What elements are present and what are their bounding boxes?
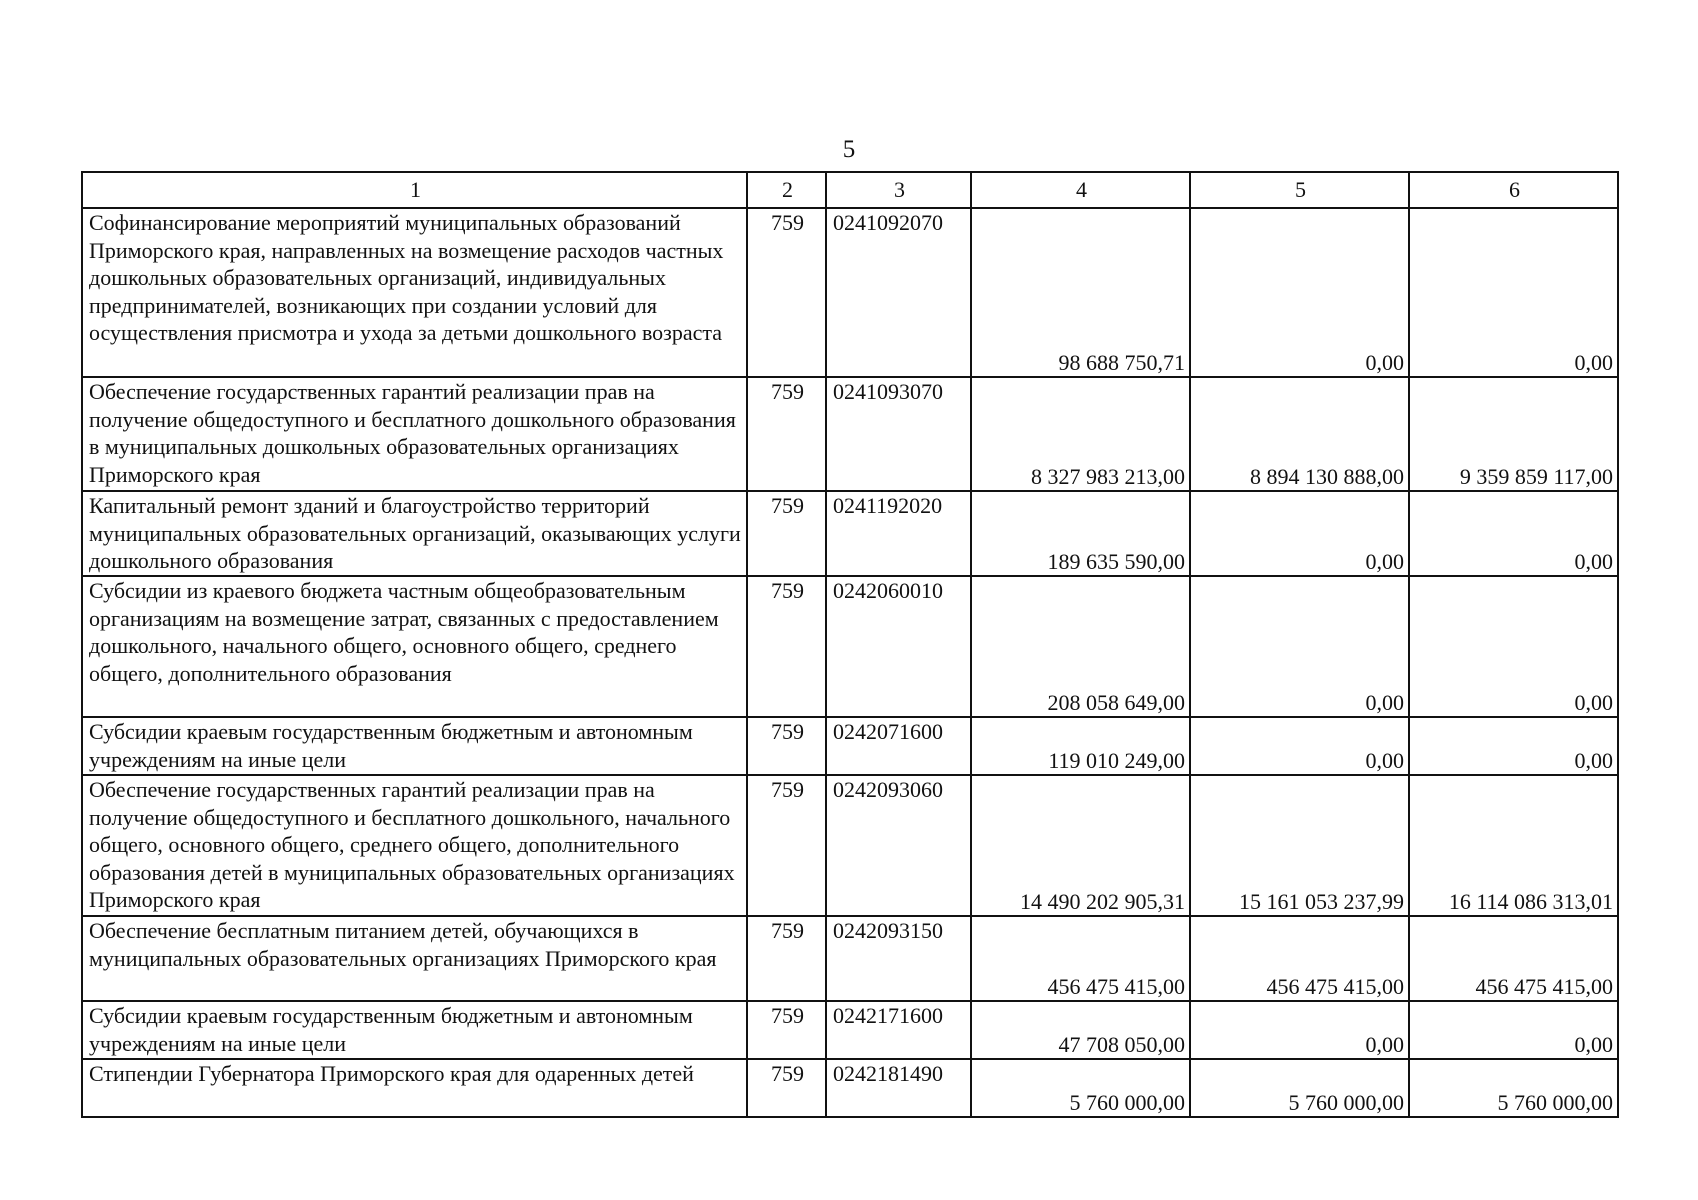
row-kbk: 0241092070 — [826, 208, 971, 377]
column-number: 6 — [1409, 172, 1618, 208]
row-kbk: 0242181490 — [826, 1059, 971, 1117]
row-description: Капитальный ремонт зданий и благоустройство территорий муниципальных образовательных организаций, оказывающих услуги дошкольного образования — [82, 491, 747, 576]
row-amount-col6: 0,00 — [1409, 576, 1618, 717]
table-row — [82, 775, 1618, 916]
row-code: 759 — [747, 916, 826, 1001]
table-row — [82, 377, 1618, 491]
row-amount-col4: 456 475 415,00 — [971, 916, 1190, 1001]
row-kbk: 0242171600 — [826, 1001, 971, 1059]
column-number: 4 — [971, 172, 1190, 208]
table-row — [82, 1001, 1618, 1059]
row-amount-col6: 0,00 — [1409, 491, 1618, 576]
row-amount-col4: 47 708 050,00 — [971, 1001, 1190, 1059]
table-row — [82, 717, 1618, 775]
row-description: Обеспечение государственных гарантий реализации прав на получение общедоступного и бесплатного дошкольного, начального общего, основного общего, среднего общего, дополнительного образования детей в муниципальных образовательных организациях Приморского края — [82, 775, 747, 916]
row-code: 759 — [747, 1059, 826, 1117]
row-description: Субсидии из краевого бюджета частным общеобразовательным организациям на возмещение затрат, связанных с предоставлением дошкольного, начального общего, основного общего, среднего общего, дополнительного образования — [82, 576, 747, 717]
row-amount-col5: 0,00 — [1190, 576, 1409, 717]
row-amount-col6: 16 114 086 313,01 — [1409, 775, 1618, 916]
row-description: Субсидии краевым государственным бюджетным и автономным учреждениям на иные цели — [82, 717, 747, 775]
row-amount-col4: 189 635 590,00 — [971, 491, 1190, 576]
row-code: 759 — [747, 377, 826, 491]
row-amount-col5: 0,00 — [1190, 717, 1409, 775]
column-number-row — [82, 172, 1618, 208]
row-amount-col5: 0,00 — [1190, 208, 1409, 377]
row-amount-col6: 5 760 000,00 — [1409, 1059, 1618, 1117]
table-row — [82, 208, 1618, 377]
row-amount-col6: 0,00 — [1409, 208, 1618, 377]
column-number: 5 — [1190, 172, 1409, 208]
row-kbk: 0241093070 — [826, 377, 971, 491]
row-description: Стипендии Губернатора Приморского края для одаренных детей — [82, 1059, 747, 1117]
row-description: Обеспечение бесплатным питанием детей, обучающихся в муниципальных образовательных организациях Приморского края — [82, 916, 747, 1001]
table-row — [82, 916, 1618, 1001]
row-amount-col6: 456 475 415,00 — [1409, 916, 1618, 1001]
row-code: 759 — [747, 717, 826, 775]
table-row — [82, 491, 1618, 576]
row-amount-col5: 5 760 000,00 — [1190, 1059, 1409, 1117]
row-kbk: 0242093150 — [826, 916, 971, 1001]
row-code: 759 — [747, 775, 826, 916]
row-amount-col4: 14 490 202 905,31 — [971, 775, 1190, 916]
row-amount-col4: 8 327 983 213,00 — [971, 377, 1190, 491]
row-amount-col4: 119 010 249,00 — [971, 717, 1190, 775]
row-amount-col6: 0,00 — [1409, 1001, 1618, 1059]
row-code: 759 — [747, 208, 826, 377]
row-kbk: 0242060010 — [826, 576, 971, 717]
column-number: 3 — [826, 172, 971, 208]
row-amount-col4: 5 760 000,00 — [971, 1059, 1190, 1117]
row-kbk: 0242071600 — [826, 717, 971, 775]
row-description: Софинансирование мероприятий муниципальных образований Приморского края, направленных на возмещение расходов частных дошкольных образовательных организаций, индивидуальных предпринимателей, возникающих при создании условий для осуществления присмотра и ухода за детьми дошкольного возраста — [82, 208, 747, 377]
row-amount-col5: 8 894 130 888,00 — [1190, 377, 1409, 491]
row-code: 759 — [747, 1001, 826, 1059]
row-amount-col6: 0,00 — [1409, 717, 1618, 775]
table-row — [82, 1059, 1618, 1117]
budget-table — [81, 171, 1619, 1118]
table-row — [82, 576, 1618, 717]
row-kbk: 0242093060 — [826, 775, 971, 916]
row-amount-col5: 456 475 415,00 — [1190, 916, 1409, 1001]
row-amount-col6: 9 359 859 117,00 — [1409, 377, 1618, 491]
row-code: 759 — [747, 491, 826, 576]
row-amount-col4: 208 058 649,00 — [971, 576, 1190, 717]
column-number: 1 — [82, 172, 747, 208]
column-number: 2 — [747, 172, 826, 208]
row-code: 759 — [747, 576, 826, 717]
row-description: Обеспечение государственных гарантий реализации прав на получение общедоступного и бесплатного дошкольного образования в муниципальных дошкольных образовательных организациях Приморского края — [82, 377, 747, 491]
row-kbk: 0241192020 — [826, 491, 971, 576]
row-amount-col5: 15 161 053 237,99 — [1190, 775, 1409, 916]
row-amount-col5: 0,00 — [1190, 491, 1409, 576]
page-number: 5 — [842, 136, 856, 163]
row-description: Субсидии краевым государственным бюджетным и автономным учреждениям на иные цели — [82, 1001, 747, 1059]
row-amount-col5: 0,00 — [1190, 1001, 1409, 1059]
row-amount-col4: 98 688 750,71 — [971, 208, 1190, 377]
